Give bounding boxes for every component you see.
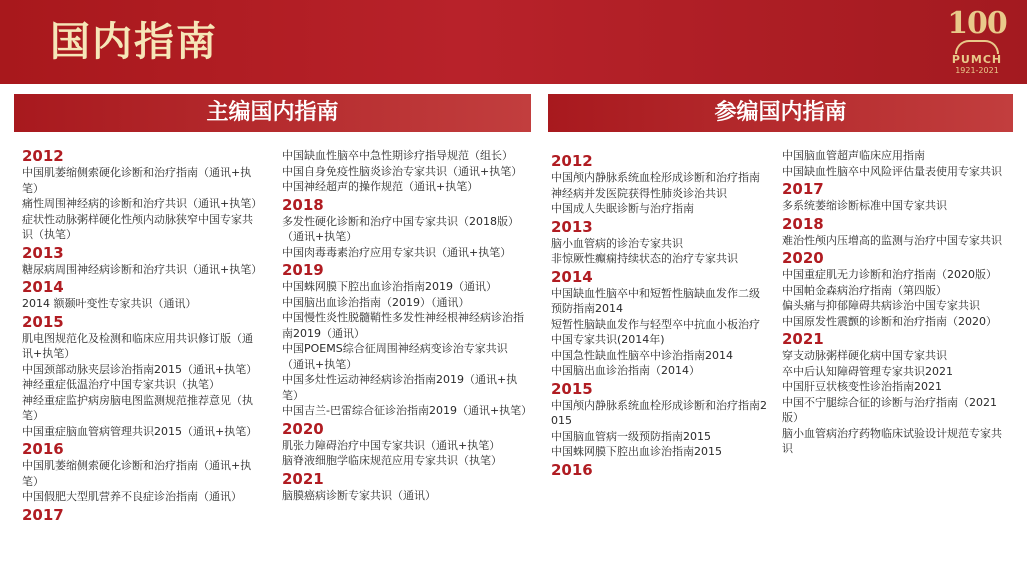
guideline-item: 中国重症脑血管病管理共识2015（通讯+执笔） xyxy=(22,424,258,438)
main-section-header: 主编国内指南 xyxy=(14,94,531,132)
guideline-item: 中国重症肌无力诊断和治疗指南（2020版） xyxy=(782,268,997,281)
guideline-item: 中国肉毒毒素治疗应用专家共识（通讯+执笔） xyxy=(282,245,512,259)
year-heading: 2013 xyxy=(551,217,593,236)
year-heading: 2021 xyxy=(282,469,324,488)
year-heading: 2018 xyxy=(282,195,324,214)
year-heading: 2017 xyxy=(782,180,824,198)
guideline-item: 中国原发性震颤的诊断和治疗指南（2020） xyxy=(782,314,997,328)
guideline-item: 2014 额颞叶变性专家共识（通讯） xyxy=(22,297,197,310)
guideline-item: 中国颅内静脉系统血栓形成诊断和治疗指南 xyxy=(551,171,760,184)
guideline-item: 肌张力障碍治疗中国专家共识（通讯+执笔） xyxy=(282,438,501,452)
year-heading: 2020 xyxy=(282,419,324,438)
year-heading: 2014 xyxy=(22,278,64,296)
guideline-item: 中国帕金森病治疗指南（第四版） xyxy=(782,283,947,297)
guideline-item: 中国肌萎缩侧索硬化诊断和治疗指南（通讯+执笔） xyxy=(22,166,252,195)
co-guidelines-column-2 xyxy=(782,148,1006,457)
guideline-item: 中国缺血性脑卒中急性期诊疗指导规范（组长） xyxy=(282,149,513,162)
page-title: 国内指南 xyxy=(50,19,218,65)
guideline-item: 脑膜癌病诊断专家共识（通讯） xyxy=(282,488,436,502)
guideline-item: 中国自身免疫性脑炎诊治专家共识（通讯+执笔） xyxy=(282,164,523,178)
guideline-item: 中国蛛网膜下腔出血诊治指南2015 xyxy=(551,445,722,458)
guideline-item: 中国吉兰-巴雷综合征诊治指南2019（通讯+执笔） xyxy=(282,404,533,417)
guideline-item: 神经重症监护病房脑电图监测规范推荐意见（执笔） xyxy=(22,393,253,422)
guideline-item: 中国脑血管病一级预防指南2015 xyxy=(551,429,711,443)
guideline-item: 中国POEMS综合征周围神经病变诊治专家共识（通讯+执笔） xyxy=(282,342,508,371)
guideline-item: 中国急性缺血性脑卒中诊治指南2014 xyxy=(551,348,733,362)
logo-name: PUMCH xyxy=(951,53,1003,66)
guideline-item: 神经重症低温治疗中国专家共识（执笔） xyxy=(22,378,220,391)
gate-icon xyxy=(955,40,999,54)
guideline-item: 脑脊液细胞学临床规范应用专家共识（执笔） xyxy=(282,454,502,467)
guideline-item: 中国神经超声的操作规范（通讯+执笔） xyxy=(282,180,479,193)
year-heading: 2013 xyxy=(22,243,64,262)
main-guidelines-column-2 xyxy=(282,148,533,503)
year-heading: 2017 xyxy=(22,505,64,524)
guideline-item: 痛性周围神经病的诊断和治疗共识（通讯+执笔） xyxy=(22,197,263,210)
guideline-item: 症状性动脉粥样硬化性颅内动脉狭窄中国专家共识（执笔） xyxy=(22,212,253,241)
year-heading: 2012 xyxy=(551,152,593,170)
guideline-item: 中国蛛网膜下腔出血诊治指南2019（通讯） xyxy=(282,280,497,293)
guideline-item: 中国假肥大型肌营养不良症诊治指南（通讯） xyxy=(22,490,242,503)
year-heading: 2019 xyxy=(282,261,324,279)
year-heading: 2012 xyxy=(22,147,64,165)
guideline-item: 非惊厥性癫痫持续状态的治疗专家共识 xyxy=(551,252,738,265)
guideline-item: 多系统萎缩诊断标准中国专家共识 xyxy=(782,199,947,212)
year-heading: 2016 xyxy=(551,460,593,479)
guideline-item: 穿支动脉粥样硬化病中国专家共识 xyxy=(782,349,947,362)
guideline-item: 糖尿病周围神经病诊断和治疗共识（通讯+执笔） xyxy=(22,262,263,276)
guideline-item: 中国肌萎缩侧索硬化诊断和治疗指南（通讯+执笔） xyxy=(22,459,252,488)
co-section-header: 参编国内指南 xyxy=(548,94,1013,132)
guideline-item: 中国成人失眠诊断与治疗指南 xyxy=(551,202,694,215)
guideline-item: 中国脑血管超声临床应用指南 xyxy=(782,149,925,162)
logo-number: 100 xyxy=(947,6,1007,41)
year-heading: 2016 xyxy=(22,440,64,458)
guideline-item: 卒中后认知障碍管理专家共识2021 xyxy=(782,364,953,378)
guideline-item: 短暂性脑缺血发作与轻型卒中抗血小板治疗中国专家共识(2014年) xyxy=(551,317,760,346)
guideline-item: 中国不宁腿综合征的诊断与治疗指南（2021版） xyxy=(782,395,997,424)
guideline-item: 中国缺血性脑卒中和短暂性脑缺血发作二级预防指南2014 xyxy=(551,286,760,315)
guideline-item: 中国慢性炎性脱髓鞘性多发性神经根神经病诊治指南2019（通讯） xyxy=(282,311,524,340)
pumch-100-logo xyxy=(941,8,1013,80)
year-heading: 2018 xyxy=(782,214,824,233)
title-bar xyxy=(0,0,1027,84)
guideline-item: 中国颈部动脉夹层诊治指南2015（通讯+执笔） xyxy=(22,362,258,376)
guideline-item: 难治性颅内压增高的监测与治疗中国专家共识 xyxy=(782,233,1002,247)
guideline-item: 偏头痛与抑郁障碍共病诊治中国专家共识 xyxy=(782,299,980,312)
guideline-item: 肌电图规范化及检测和临床应用共识修订版（通讯+执笔） xyxy=(22,331,253,360)
guideline-item: 中国缺血性脑卒中风险评估量表使用专家共识 xyxy=(782,164,1002,178)
guideline-item: 神经病并发医院获得性肺炎诊治共识 xyxy=(551,186,727,200)
guideline-item: 中国脑出血诊治指南（2014） xyxy=(551,364,700,377)
guideline-item: 中国脑出血诊治指南（2019）（通讯） xyxy=(282,295,470,309)
year-heading: 2015 xyxy=(551,379,593,398)
year-heading: 2015 xyxy=(22,312,64,331)
year-heading: 2021 xyxy=(782,330,824,348)
guideline-item: 多发性硬化诊断和治疗中国专家共识（2018版）（通讯+执笔） xyxy=(282,214,519,243)
co-guidelines-column-1 xyxy=(551,151,769,479)
guideline-item: 脑小血管病的诊治专家共识 xyxy=(551,236,683,250)
main-guidelines-column-1 xyxy=(22,146,262,524)
guideline-item: 中国多灶性运动神经病诊治指南2019（通讯+执笔） xyxy=(282,373,518,402)
year-heading: 2014 xyxy=(551,267,593,286)
year-heading: 2020 xyxy=(782,249,824,267)
guideline-item: 中国肝豆状核变性诊治指南2021 xyxy=(782,380,942,393)
logo-years: 1921-2021 xyxy=(955,66,999,75)
guideline-item: 中国颅内静脉系统血栓形成诊断和治疗指南2015 xyxy=(551,398,767,427)
guideline-item: 脑小血管病治疗药物临床试验设计规范专家共识 xyxy=(782,426,1002,455)
